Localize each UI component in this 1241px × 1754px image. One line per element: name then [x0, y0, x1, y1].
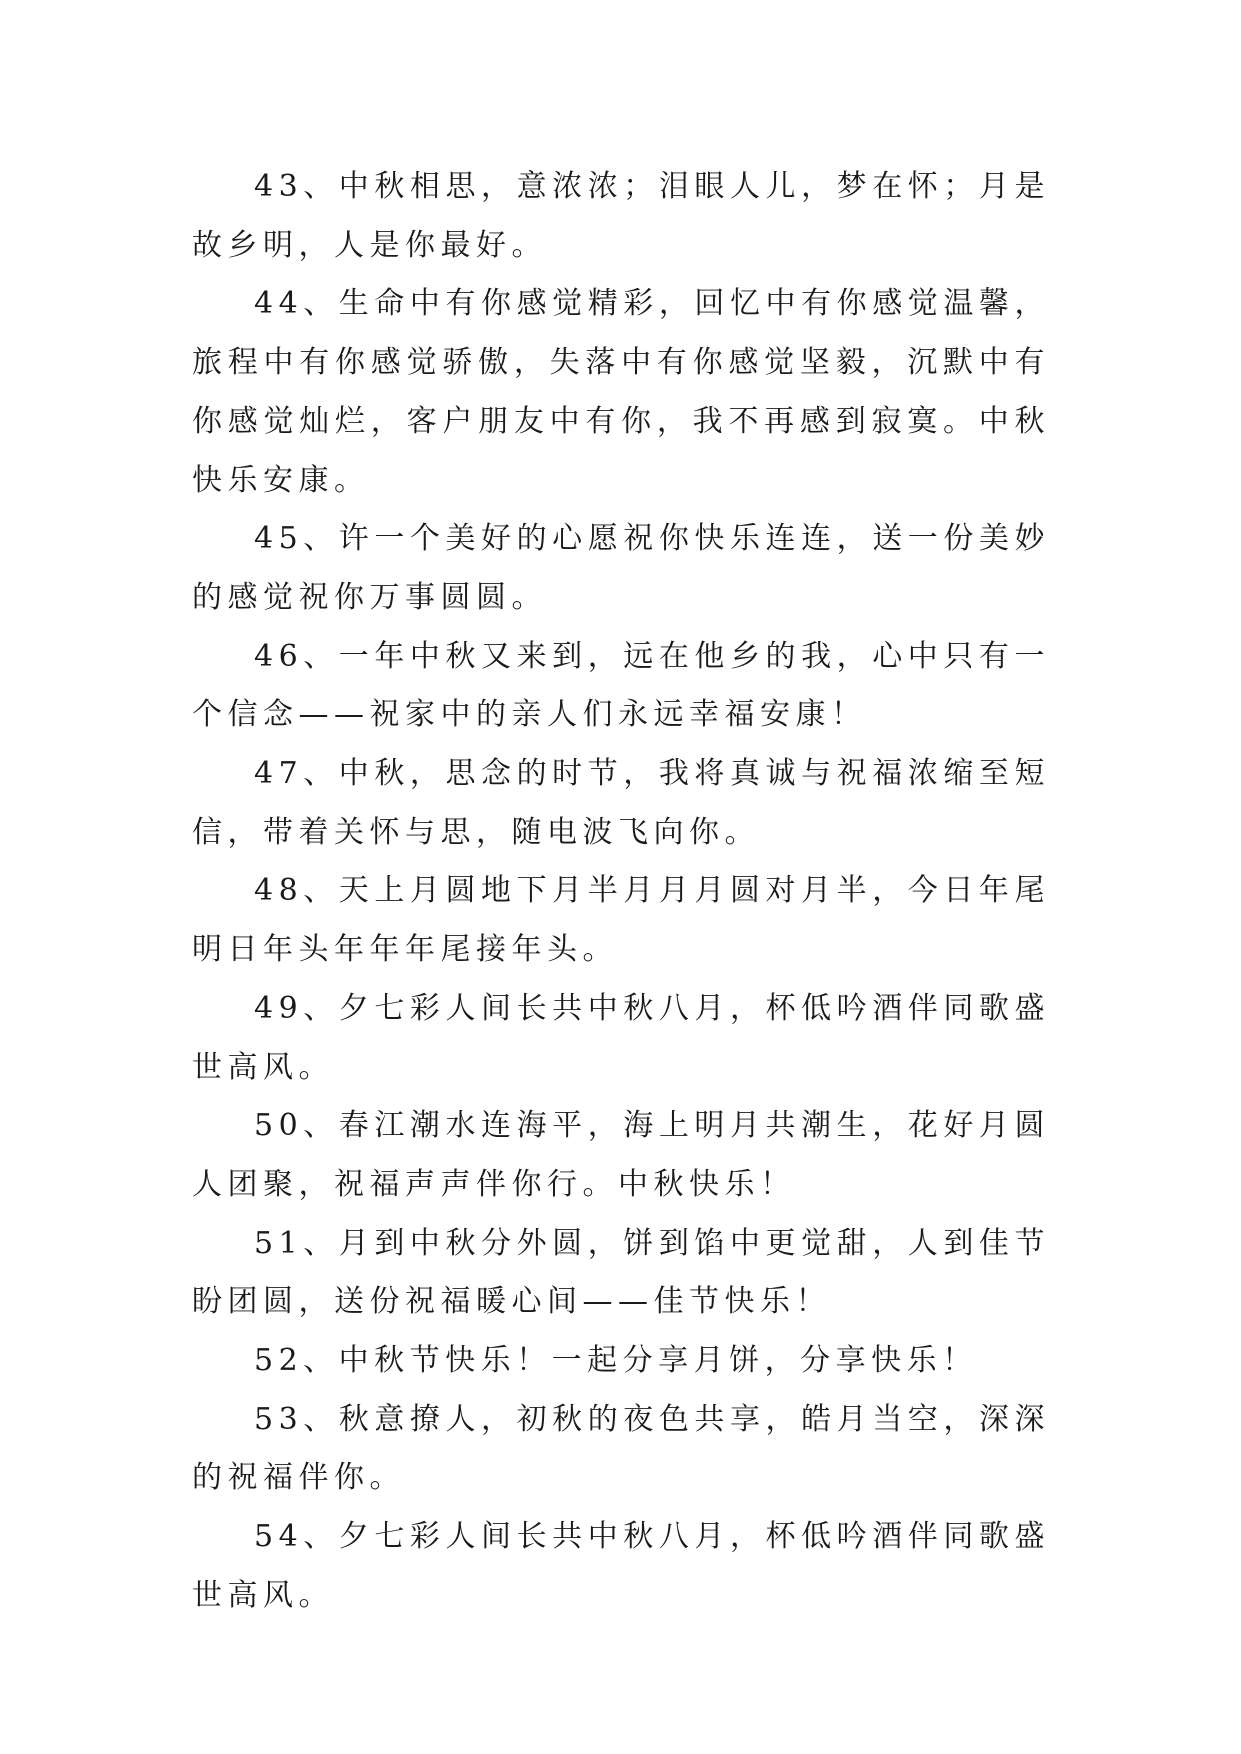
- paragraph-51: 51、月到中秋分外圆，饼到馅中更觉甜，人到佳节盼团圆，送份祝福暖心间——佳节快乐！: [192, 1225, 1050, 1320]
- paragraph-54: 54、夕七彩人间长共中秋八月，杯低吟酒伴同歌盛世高风。: [192, 1519, 1050, 1613]
- paragraph-43: 43、中秋相思，意浓浓；泪眼人儿，梦在怀；月是故乡明，人是你最好。: [192, 169, 1050, 263]
- paragraph-46: 46、一年中秋又来到，远在他乡的我，心中只有一个信念——祝家中的亲人们永远幸福安康！: [192, 638, 1050, 733]
- paragraph-49: 49、夕七彩人间长共中秋八月，杯低吟酒伴同歌盛世高风。: [192, 990, 1050, 1085]
- paragraph-48: 48、天上月圆地下月半月月月圆对月半，今日年尾明日年头年年年尾接年头。: [192, 873, 1050, 968]
- paragraph-47: 47、中秋，思念的时节，我将真诚与祝福浓缩至短信，带着关怀与思，随电波飞向你。: [192, 756, 1050, 850]
- paragraph-44: 44、生命中有你感觉精彩，回忆中有你感觉温馨，旅程中有你感觉骄傲，失落中有你感觉坚毅，沉默中有你感觉灿烂，客户朋友中有你，我不再感到寂寞。中秋快乐安康。: [192, 286, 1050, 498]
- paragraph-50: 50、春江潮水连海平，海上明月共潮生，花好月圆人团聚，祝福声声伴你行。中秋快乐！: [192, 1108, 1050, 1202]
- paragraph-45: 45、许一个美好的心愿祝你快乐连连，送一份美妙的感觉祝你万事圆圆。: [192, 521, 1050, 615]
- paragraph-52: 52、中秋节快乐！一起分享月饼，分享快乐！: [254, 1343, 978, 1379]
- document-body: [192, 158, 1050, 1626]
- paragraph-53: 53、秋意撩人，初秋的夜色共享，皓月当空，深深的祝福伴你。: [192, 1401, 1050, 1496]
